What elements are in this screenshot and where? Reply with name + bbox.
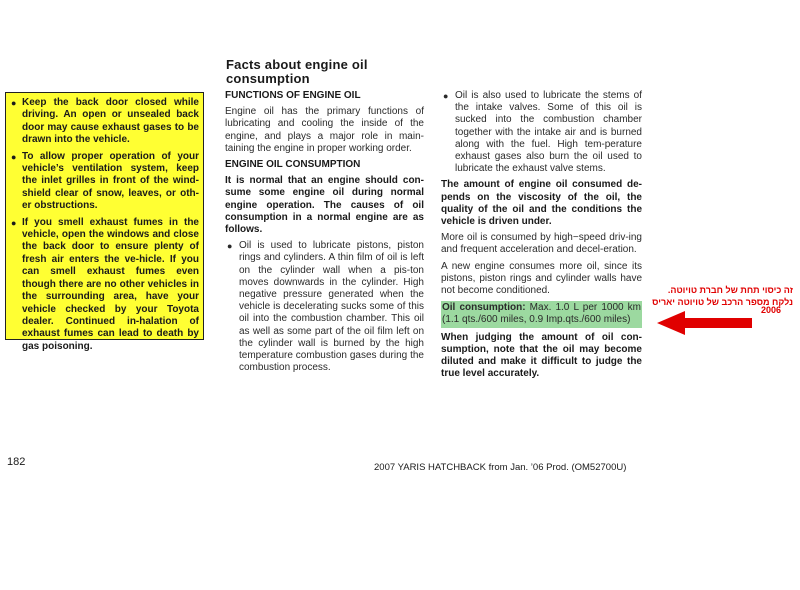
paragraph: The amount of engine oil consumed de-pends on the viscosity of the oil, the quality of the oil and the conditions the vehicle is driven under. xyxy=(441,179,642,228)
list-item xyxy=(225,240,424,374)
page-number: 182 xyxy=(7,456,26,468)
paragraph: When judging the amount of oil con-sumption, note that the oil may become diluted and make it difficult to judge the true level accurately. xyxy=(441,331,642,380)
warning-item xyxy=(11,217,199,353)
bullet-icon: ● xyxy=(11,98,17,108)
warning-item xyxy=(11,97,199,147)
warning-text: To allow proper operation of your vehicle’s ventilation system, keep the inlet grilles in front of the wind-shield clear of snow, leaves, or oth-er obstructions. xyxy=(22,150,199,212)
oil-consumption-highlight xyxy=(441,301,642,327)
warning-item xyxy=(11,151,199,213)
consumption-label: Oil consumption: xyxy=(442,302,526,314)
bullet-icon: ● xyxy=(443,91,449,101)
warning-text: If you smell exhaust fumes in the vehicle, open the windows and close the back door to ensure plenty of fresh air enters the ve-hicle. If you can smell exhaust fumes even though there are no other vehicles in the surrounding area, have your vehicle checked by your Toyota dealer. Continued in-halation of exhaust fumes can lead to death by gas poisoning. xyxy=(22,216,199,352)
list-item xyxy=(441,90,642,175)
paragraph: A new engine consumes more oil, since its pistons, piston rings and cylinder walls have not become conditioned. xyxy=(441,260,642,297)
page-footer: 2007 YARIS HATCHBACK from Jan. ’06 Prod. (OM52700U) xyxy=(374,462,627,473)
text-column-2 xyxy=(441,90,642,384)
text-column-1 xyxy=(225,90,424,378)
paragraph: More oil is consumed by high−speed driv-ing and frequent acceleration and decel-eration. xyxy=(441,232,642,256)
warning-box xyxy=(5,92,204,352)
annotation-line: זה כיסוי תחת של חברת טויוטה. xyxy=(667,285,793,295)
list-item-text: Oil is also used to lubricate the stems of the intake valves. Some of this oil is sucked into the combustion chamber together with the intake air and is burned along with the fuel. High tem-perature exhaust gases also burn the oil used to lubricate the exhaust valve stems. xyxy=(455,90,642,175)
red-arrow-icon xyxy=(655,309,755,337)
consumption-value: Max. 1.0 L per 1000 km (1.1 qts./600 miles, 0.9 Imp.qts./600 miles) xyxy=(442,302,642,326)
page-title: Facts about engine oil consumption xyxy=(226,57,368,86)
section-heading: ENGINE OIL CONSUMPTION xyxy=(225,159,361,171)
warning-text: Keep the back door closed while driving. An open or unsealed back door may cause exhaust gases to be drawn into the vehicle. xyxy=(22,97,199,146)
bullet-icon: ● xyxy=(11,217,17,228)
list-item-text: Oil is used to lubricate pistons, piston rings and cylinders. A thin film of oil is left on the cylinder wall when a pis-ton moves downwards in the cylinder. High negative pressure generated when the vehicle is decelerating sucks some of this oil into the combustion chamber. This oil as well as some part of the oil film left on the cylinder wall is burned by the high temperature combustion gases during the combustion process. xyxy=(239,240,424,374)
bullet-icon: ● xyxy=(11,151,17,162)
paragraph: It is normal that an engine should con-sume some engine oil during normal engine operation. The causes of oil consumption in a normal engine are as follows. xyxy=(225,175,424,236)
bullet-icon: ● xyxy=(227,241,233,252)
paragraph: Engine oil has the primary functions of lubricating and cooling the inside of the engine, and plays a major role in main-taining the engine in proper working order. xyxy=(225,106,424,154)
annotation-line: נלקח מספר הרכב של טויוטה יאריס xyxy=(652,297,793,307)
annotation-line: 2006 xyxy=(760,305,781,315)
section-heading: FUNCTIONS OF ENGINE OIL xyxy=(225,90,361,101)
